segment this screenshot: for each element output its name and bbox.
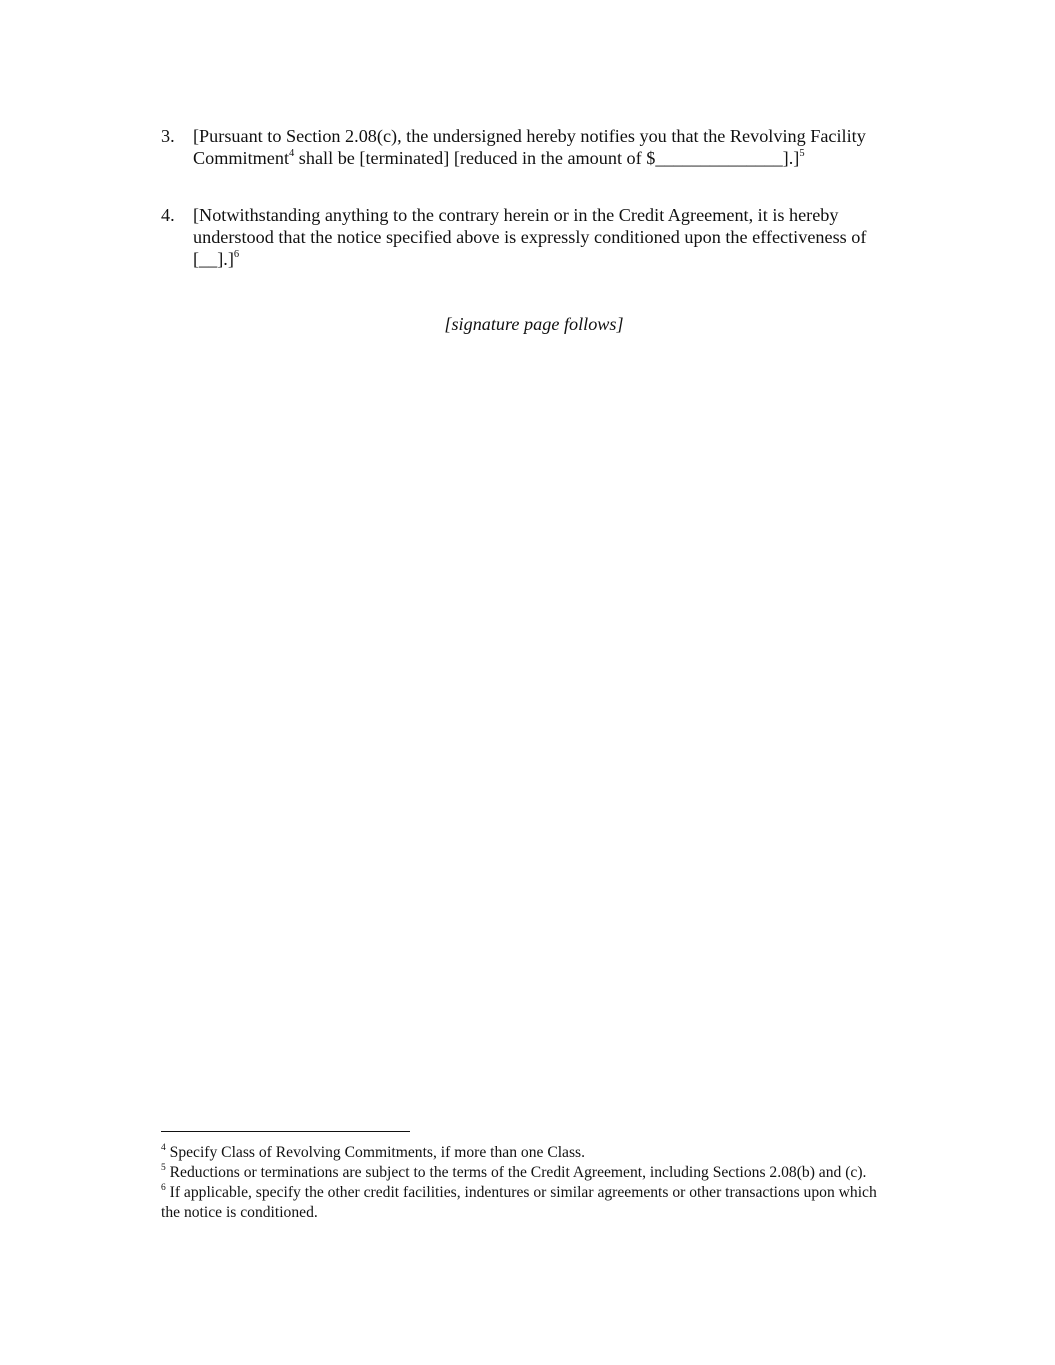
- footnote-4: [161, 1143, 891, 1163]
- footnote-text: If applicable, specify the other credit facilities, indentures or similar agreements or other transactions upon which the notice is conditioned.: [161, 1184, 877, 1221]
- footnote-text: Specify Class of Revolving Commitments, if more than one Class.: [165, 1144, 586, 1161]
- footnote-reference: 4: [289, 147, 295, 159]
- numbered-paragraph-3: [161, 125, 901, 169]
- footnote-marker: 4: [161, 1142, 166, 1153]
- paragraph-number: 4.: [161, 205, 175, 225]
- paragraph-text: shall be [terminated] [reduced in the amount of $______________].]: [294, 148, 800, 168]
- footnote-marker: 6: [161, 1182, 166, 1193]
- footnote-text: Reductions or terminations are subject to the terms of the Credit Agreement, including Sections 2.08(b) and (c).: [165, 1164, 867, 1181]
- paragraph-number: 3.: [161, 126, 175, 146]
- paragraph-body: [193, 125, 901, 169]
- paragraph-text: [Pursuant to Section 2.08(c), the undersigned hereby notifies you that the Revolving Facility Commitment: [193, 126, 866, 168]
- footnotes: [161, 1143, 891, 1223]
- paragraph-text: [Notwithstanding anything to the contrary herein or in the Credit Agreement, it is hereby understood that the notice specified above is expressly conditioned upon the effectiveness of [__].]: [193, 205, 867, 269]
- numbered-paragraph-4: [161, 204, 901, 270]
- footnote-marker: 5: [161, 1162, 166, 1173]
- footnote-reference: 6: [233, 248, 240, 260]
- footnote-reference: 5: [799, 147, 805, 159]
- footnote-5: [161, 1163, 891, 1183]
- footnote-6: [161, 1183, 891, 1223]
- paragraph-body: [193, 204, 901, 270]
- footnote-separator: [161, 1131, 410, 1132]
- signature-page-note: [signature page follows]: [444, 314, 624, 334]
